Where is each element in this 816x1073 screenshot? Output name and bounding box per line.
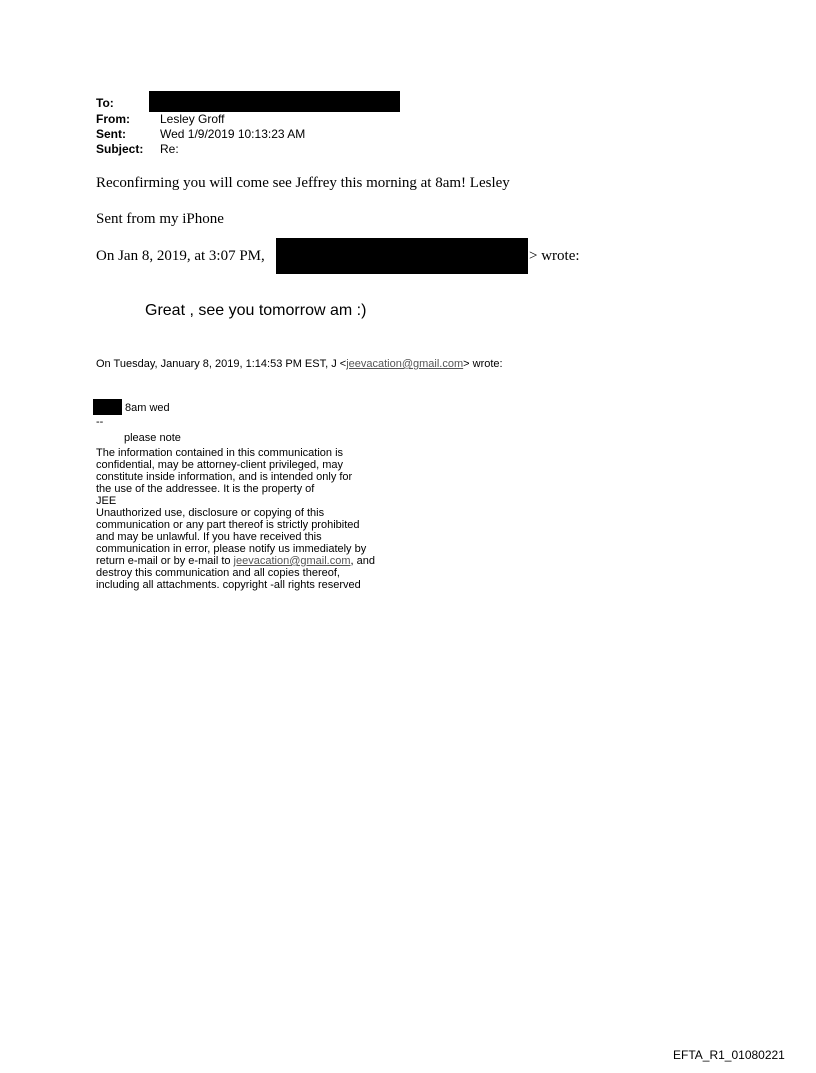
from-value: Lesley Groff [160, 112, 225, 126]
name-redaction [93, 399, 122, 415]
meeting-text: 8am wed [125, 402, 170, 414]
sent-from-text: Sent from my iPhone [96, 211, 224, 227]
please-note-text: please note [124, 432, 181, 444]
disclaimer-line: Unauthorized use, disclosure or copying of this [96, 507, 325, 519]
disclaimer-line [96, 555, 375, 567]
disclaimer-line10-prefix: return e-mail or by e-mail to [96, 555, 234, 567]
disclaimer-line: and may be unlawful. If you have received this [96, 531, 322, 543]
to-redaction [149, 91, 400, 112]
disclaimer-line: JEE [96, 495, 117, 507]
disclaimer-line: the use of the addressee. It is the property of [96, 483, 315, 495]
document-id: EFTA_R1_01080221 [673, 1048, 785, 1062]
disclaimer-block [96, 447, 375, 591]
second-quote-suffix: > wrote: [463, 358, 503, 370]
disclaimer-line: confidential, may be attorney-client privileged, may [96, 459, 344, 471]
disclaimer-email-link[interactable]: jeevacation@gmail.com [233, 555, 351, 567]
second-quote-line [96, 358, 503, 370]
disclaimer-line: communication in error, please notify us immediately by [96, 543, 367, 555]
disclaimer-line: destroy this communication and all copies thereof, [96, 567, 340, 579]
reconfirm-text: Reconfirming you will come see Jeffrey this morning at 8am! Lesley [96, 175, 510, 191]
quoted-intro-suffix: > wrote: [529, 248, 580, 264]
sent-value: Wed 1/9/2019 10:13:23 AM [160, 127, 306, 141]
subject-label: Subject: [96, 142, 144, 156]
disclaimer-line10-suffix: , and [350, 555, 375, 567]
great-text: Great , see you tomorrow am :) [145, 302, 367, 319]
subject-value: Re: [160, 142, 179, 156]
to-label: To: [96, 96, 114, 110]
email-link[interactable]: jeevacation@gmail.com [346, 358, 464, 370]
disclaimer-line: The information contained in this communication is [96, 447, 344, 459]
disclaimer-line: constitute inside information, and is intended only for [96, 471, 353, 483]
quoted-intro-prefix: On Jan 8, 2019, at 3:07 PM, [96, 248, 265, 264]
sender-redaction [276, 238, 528, 274]
sent-label: Sent: [96, 127, 126, 141]
disclaimer-line: including all attachments. copyright -all rights reserved [96, 579, 361, 591]
disclaimer-line: communication or any part thereof is strictly prohibited [96, 519, 360, 531]
second-quote-prefix: On Tuesday, January 8, 2019, 1:14:53 PM EST, J < [96, 358, 347, 370]
signature-dashes: -- [96, 416, 104, 428]
from-label: From: [96, 112, 130, 126]
